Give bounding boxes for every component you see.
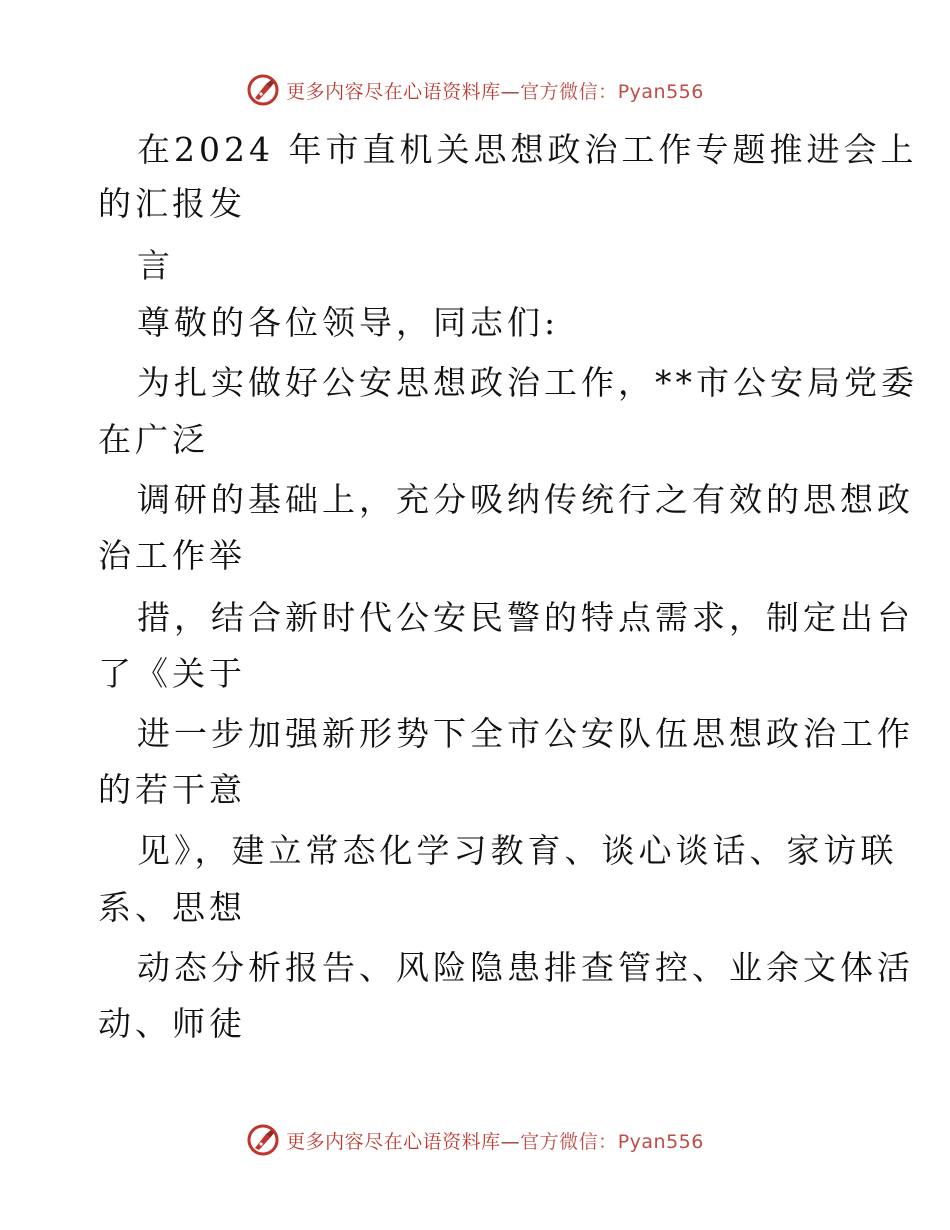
pen-nib-logo-icon: [246, 73, 280, 107]
title-line-2: 的汇报发: [98, 184, 246, 223]
footer-banner-text: [286, 1127, 704, 1154]
body-line-7: 进一步加强新形势下全市公安队伍思想政治工作: [137, 714, 914, 753]
header-banner: [0, 70, 950, 110]
salutation-line: 尊敬的各位领导，同志们:: [137, 303, 560, 342]
body-line-3: 调研的基础上，充分吸纳传统行之有效的思想政: [137, 480, 914, 519]
body-line-2: 在广泛: [98, 420, 209, 459]
banner-slogan: 更多内容尽在心语资料库: [286, 80, 501, 103]
pen-nib-logo-icon: [246, 1123, 280, 1157]
body-line-10: 系、思想: [98, 888, 246, 927]
body-line-11: 动态分析报告、风险隐患排查管控、业余文体活: [137, 948, 914, 987]
footer-banner-separator: —: [500, 1130, 521, 1153]
body-line-6: 了《关于: [98, 654, 246, 693]
body-line-12: 动、师徒: [98, 1004, 246, 1043]
body-line-5: 措，结合新时代公安民警的特点需求，制定出台: [137, 598, 914, 637]
title-line-1: 在2024 年市直机关思想政治工作专题推进会上: [137, 130, 918, 169]
footer-banner: [0, 1120, 950, 1160]
banner-wechat-id: Pyan556: [617, 80, 704, 103]
body-line-8: 的若干意: [98, 770, 246, 809]
footer-banner-wechat-id: Pyan556: [617, 1130, 704, 1153]
footer-banner-slogan: 更多内容尽在心语资料库: [286, 1130, 501, 1153]
body-line-1: 为扎实做好公安思想政治工作，**市公安局党委: [137, 363, 918, 402]
banner-separator: —: [500, 80, 521, 103]
banner-text: [286, 77, 704, 104]
title-line-3: 言: [137, 246, 174, 285]
footer-banner-wechat-label: 官方微信：: [520, 1130, 618, 1153]
body-line-9: 见》，建立常态化学习教育、谈心谈话、家访联: [137, 831, 898, 870]
banner-wechat-label: 官方微信：: [520, 80, 618, 103]
body-line-4: 治工作举: [98, 536, 246, 575]
